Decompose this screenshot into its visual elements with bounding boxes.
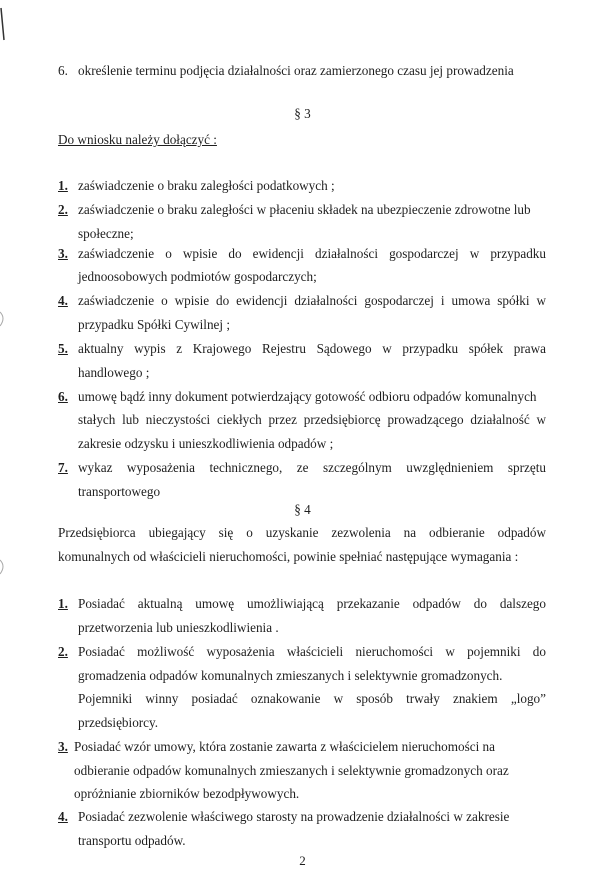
s3-item-6-line-1: umowę bądź inny dokument potwierdzający gotowość odbioru odpadów komunalnych — [78, 389, 537, 404]
s3-item-2-line-1: zaświadczenie o braku zaległości w płaceniu składek na ubezpieczenie zdrowotne lub — [78, 202, 531, 217]
section-4-heading: § 4 — [294, 502, 311, 517]
s4-item-4-line-2: transportu odpadów. — [78, 833, 186, 848]
s3-item-3-line-2: jednoosobowych podmiotów gospodarczych; — [78, 269, 317, 284]
s4-item-3-line-3: opróżnianie zbiorników bezodpływowych. — [74, 786, 300, 801]
s3-item-2-line-2: społeczne; — [78, 226, 134, 241]
s4-item-1-line-2: przetworzenia lub unieszkodliwienia . — [78, 620, 279, 635]
s3-item-3-line-1: zaświadczenie o wpisie do ewidencji działalności gospodarczej w przypadku — [78, 246, 546, 261]
scan-edge-marks — [0, 0, 8, 877]
s4-item-2-number: 2. — [58, 644, 68, 659]
s3-item-3-number: 3. — [58, 246, 68, 261]
s4-item-4-line-1: Posiadać zezwolenie właściwego starosty na prowadzenie działalności w zakresie — [78, 809, 510, 824]
s3-item-5-line-2: handlowego ; — [78, 365, 150, 380]
s4-item-3-line-1: Posiadać wzór umowy, która zostanie zawarta z właścicielem nieruchomości na — [74, 739, 495, 754]
s3-item-6-line-2: stałych lub nieczystości ciekłych przez przedsiębiorcę prowadzącego działalność w — [78, 412, 546, 427]
prev-item-6-number: 6. — [58, 63, 68, 78]
page-number: 2 — [299, 853, 306, 868]
s4-item-2-line-4: przedsiębiorcy. — [78, 715, 159, 730]
s3-item-4-number: 4. — [58, 293, 68, 308]
s3-item-1-line-1: zaświadczenie o braku zaległości podatkowych ; — [78, 178, 335, 193]
s4-item-2-line-2: gromadzenia odpadów komunalnych zmieszanych i selektywnie gromadzonych. — [78, 668, 503, 683]
s3-item-7-line-2: transportowego — [78, 484, 161, 499]
prev-item-6-text: określenie terminu podjęcia działalności oraz zamierzonego czasu jej prowadzenia — [78, 63, 514, 78]
s4-item-1-line-1: Posiadać aktualną umowę umożliwiającą przekazanie odpadów do dalszego — [78, 596, 546, 611]
s3-item-7-line-1: wykaz wyposażenia technicznego, ze szczególnym uwzględnieniem sprzętu — [78, 460, 546, 475]
s4-item-3-number: 3. — [58, 739, 68, 754]
s3-item-2-number: 2. — [58, 202, 68, 217]
s3-item-5-number: 5. — [58, 341, 68, 356]
s3-item-7-number: 7. — [58, 460, 68, 475]
s3-item-6-number: 6. — [58, 389, 68, 404]
s3-item-6-line-3: zakresie odzysku i unieszkodliwienia odpadów ; — [78, 436, 334, 451]
s4-item-1-number: 1. — [58, 596, 68, 611]
s4-item-3-line-2: odbieranie odpadów komunalnych zmieszanych i selektywnie gromadzonych oraz — [74, 763, 509, 778]
s4-item-2-line-3: Pojemniki winny posiadać oznakowanie w sposób trwały znakiem „logo” — [78, 691, 546, 706]
s4-item-2-line-1: Posiadać możliwość wyposażenia właścicieli nieruchomości w pojemniki do — [78, 644, 546, 659]
s3-item-5-line-1: aktualny wypis z Krajowego Rejestru Sądowego w przypadku spółek prawa — [78, 341, 546, 356]
s3-item-4-line-2: przypadku Spółki Cywilnej ; — [78, 317, 231, 332]
s3-item-1-number: 1. — [58, 178, 68, 193]
section-3-heading: § 3 — [294, 106, 311, 121]
s3-item-4-line-1: zaświadczenie o wpisie do ewidencji działalności gospodarczej i umowa spółki w — [78, 293, 546, 308]
section-4-intro-line-2: komunalnych od właścicieli nieruchomości, powinie spełniać następujące wymagania : — [58, 549, 519, 564]
section-4-intro-line-1: Przedsiębiorca ubiegający się o uzyskanie zezwolenia na odbieranie odpadów — [58, 525, 546, 540]
s4-item-4-number: 4. — [58, 809, 68, 824]
section-3-intro: Do wniosku należy dołączyć : — [58, 132, 217, 147]
